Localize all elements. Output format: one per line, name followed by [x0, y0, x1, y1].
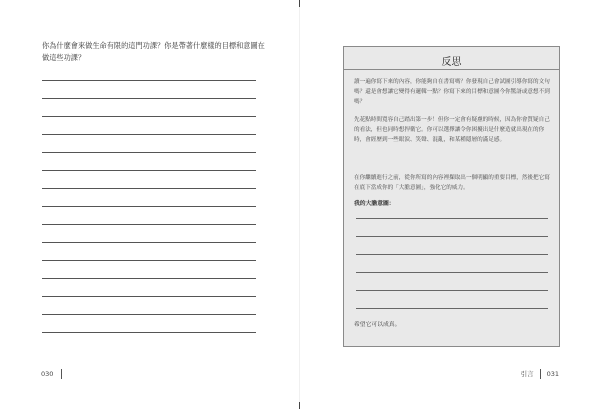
- writing-lines-right: [356, 218, 548, 326]
- writing-line: [356, 308, 548, 309]
- folio-right: [521, 369, 559, 379]
- page-number-right: 031: [546, 370, 559, 378]
- writing-line: [42, 224, 256, 225]
- writing-line: [356, 290, 548, 291]
- gutter: [299, 0, 300, 409]
- panel-title-rule: [344, 69, 559, 70]
- reflection-panel: [343, 46, 560, 347]
- writing-line: [42, 242, 256, 243]
- reflection-paragraph-1: 讀一遍你寫下來的內容，你能夠自在書寫嗎？你發現自己會試圖引導你寫的文句嗎？還是會想讓它變得有邏輯一點？你寫下來的目標和意圖今你驚訝或意想不到嗎？: [354, 79, 550, 105]
- writing-line: [42, 206, 256, 207]
- writing-line: [42, 188, 256, 189]
- folio-divider: [540, 369, 541, 379]
- writing-line: [42, 170, 256, 171]
- writing-line: [42, 152, 256, 153]
- writing-line: [42, 134, 256, 135]
- writing-line: [356, 218, 548, 219]
- writing-line: [356, 236, 548, 237]
- writing-line: [42, 260, 256, 261]
- reflection-paragraph-3: 在你繼續進行之前，從你所寫的內容裡擷取出一個明顯的重要目標，然後把它寫在底下當成你的「大膽意圖」，強化它的威力。: [354, 175, 550, 191]
- writing-line: [42, 296, 256, 297]
- writing-line: [42, 278, 256, 279]
- folio-left: [41, 369, 62, 379]
- intention-label: 我的大膽意圖：: [354, 201, 395, 207]
- writing-line: [42, 332, 256, 333]
- folio-divider: [61, 369, 62, 379]
- panel-title: 反思: [441, 57, 462, 68]
- closing-line: 希望它可以成真。: [354, 322, 401, 328]
- reflection-paragraph-2: 先花點時間寬容自己踏出第一步！但你一定會有疑慮的時候，因為你會質疑自己的看法，但也同時想捍衛它。你可以選擇讓令你困擾出是什麼造就出現在的你時，會經歷到一些眼淚、笑聲、混亂，和某種隱層的滿足感。: [354, 117, 550, 143]
- writing-line: [356, 272, 548, 273]
- writing-lines-left: [42, 80, 256, 350]
- exercise-question: 你為什麼會來做生命有限的這門功課？你是帶著什麼樣的目標和意圖在做這些功課？: [42, 41, 265, 62]
- writing-line: [42, 80, 256, 81]
- writing-line: [42, 98, 256, 99]
- crop-mark-top: [298, 0, 301, 7]
- crop-mark-bottom: [298, 402, 301, 409]
- writing-line: [42, 116, 256, 117]
- page-number-left: 030: [41, 370, 54, 378]
- writing-line: [356, 254, 548, 255]
- writing-line: [42, 314, 256, 315]
- running-head: 引言: [520, 370, 534, 378]
